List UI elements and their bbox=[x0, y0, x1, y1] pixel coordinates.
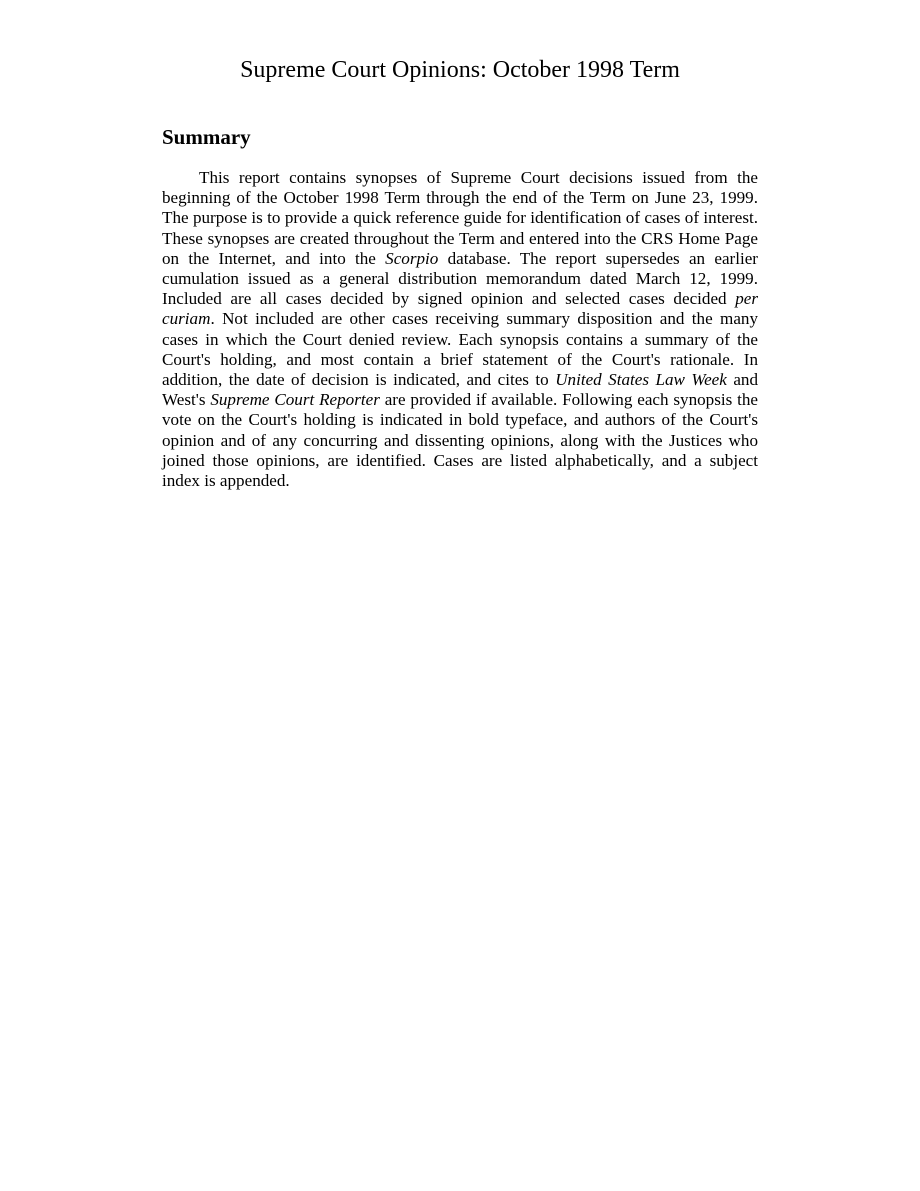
summary-text-part1: This report contains synopses of Supreme Court decisions issued from the beginning of the October 1998 Term through the end of the Term on June 23, 1999. The purpose is to provide a quick reference guide for identification of cases of interest. These synopses are created throughout the Term and entered into the CRS Home Page on the Internet, and into the bbox=[162, 168, 758, 268]
summary-italic-scorpio: Scorpio bbox=[385, 248, 439, 268]
summary-text-part4: and West's bbox=[162, 370, 758, 410]
summary-italic-per-curiam: per curiam bbox=[162, 289, 758, 329]
summary-text-part2: database. The report supersedes an earlier cumulation issued as a general distribution memorandum dated March 12, 1999. Included are all cases decided by signed opinion and selected cases decided bbox=[162, 248, 758, 309]
summary-text-part3: . Not included are other cases receiving summary disposition and the many cases in which the Court denied review. Each synopsis contains a summary of the Court's holding, and most contain a brief statement of the Court's rationale. In addition, the date of decision is indicated, and cites to bbox=[162, 309, 758, 390]
summary-paragraph bbox=[162, 168, 758, 491]
summary-text-part5: are provided if available. Following each synopsis the vote on the Court's holding is indicated in bold typeface, and authors of the Court's opinion and of any concurring and dissenting opinions, along with the Justices who joined those opinions, are identified. Cases are listed alphabetically, and a subject index is appended. bbox=[162, 390, 758, 491]
document-title: Supreme Court Opinions: October 1998 Term bbox=[240, 57, 680, 83]
section-heading-summary: Summary bbox=[162, 125, 251, 149]
summary-italic-court-reporter: Supreme Court Reporter bbox=[210, 390, 380, 410]
summary-italic-law-week: United States Law Week bbox=[555, 370, 727, 390]
